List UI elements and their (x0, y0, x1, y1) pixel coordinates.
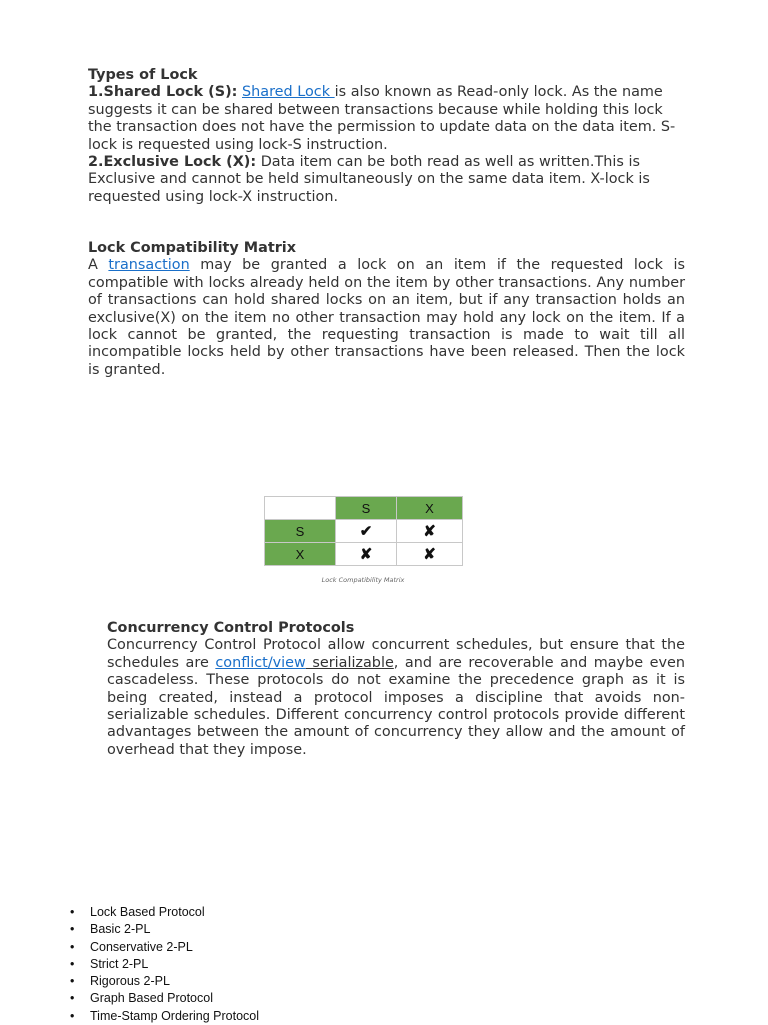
compat-text-before: A (88, 257, 109, 274)
matrix-row-header-x: X (265, 543, 336, 566)
protocol-list (70, 904, 259, 1025)
serializable-underlined-text: serializable (305, 654, 394, 671)
matrix-cell-s-x: ✘ (397, 520, 463, 543)
matrix-col-header-x: X (397, 497, 463, 520)
exclusive-lock-paragraph (88, 154, 688, 206)
matrix-col-header-s: S (336, 497, 397, 520)
matrix-row-header-s: S (265, 520, 336, 543)
list-item: • Graph Based Protocol (70, 990, 259, 1007)
matrix-caption: Lock Compatibility Matrix (321, 576, 405, 584)
lock-compatibility-heading: Lock Compatibility Matrix (88, 240, 297, 256)
exclusive-lock-text: Data item can be both read as well as written.This is Exclusive and cannot be held simultaneously on the same data item. X-lock is requested using lock-X instruction. (88, 154, 650, 205)
types-of-lock-section (88, 67, 688, 206)
concurrency-control-paragraph (107, 637, 685, 759)
shared-lock-paragraph (88, 84, 688, 154)
list-item: • Basic 2-PL (70, 921, 259, 938)
list-item: • Time-Stamp Ordering Protocol (70, 1008, 259, 1025)
list-item: • Strict 2-PL (70, 956, 259, 973)
matrix-cell-s-s: ✔ (336, 520, 397, 543)
exclusive-lock-label: 2.Exclusive Lock (X): (88, 154, 257, 171)
matrix-cell-x-x: ✘ (397, 543, 463, 566)
conflict-view-link[interactable]: conflict/view (215, 654, 306, 671)
types-of-lock-heading: Types of Lock (88, 67, 198, 83)
lock-compatibility-matrix (264, 496, 463, 566)
list-item: • Conservative 2-PL (70, 939, 259, 956)
compat-text-after: may be granted a lock on an item if the requested lock is compatible with locks already held on the item by other transactions. Any number of transactions can hold shared locks on an item, but if any transaction holds an exclusive(X) on the item no other transaction may hold any lock on the item. If a lock cannot be granted, the requesting transaction is made to wait till all incompatible locks held by other transactions have been released. Then the lock is granted. (88, 257, 686, 378)
shared-lock-link[interactable]: Shared Lock (242, 84, 335, 101)
lock-compatibility-paragraph (88, 257, 685, 379)
matrix-row-x (265, 543, 463, 566)
shared-lock-label: 1.Shared Lock (S): (88, 84, 238, 101)
matrix-corner-cell (265, 497, 336, 520)
list-item: • Rigorous 2-PL (70, 973, 259, 990)
matrix-row-s (265, 520, 463, 543)
list-item: • Lock Based Protocol (70, 904, 259, 921)
concurrency-control-heading: Concurrency Control Protocols (107, 620, 355, 636)
lock-compatibility-section (88, 240, 685, 379)
matrix-cell-x-s: ✘ (336, 543, 397, 566)
ccp-text-after: , and are recoverable and maybe even cascadeless. These protocols do not examine the precedence graph as it is being created, instead a protocol imposes a discipline that avoids non-serializable schedules. Different concurrency control protocols provide different advantages between the amount of concurrency they allow and the amount of overhead that they impose. (107, 654, 685, 758)
shared-lock-text: is also known as Read-only lock. As the name suggests it can be shared between transactions because while holding this lock the transaction does not have the permission to update data on the data item. S-lock is requested using lock-S instruction. (88, 84, 676, 153)
concurrency-control-section (107, 620, 685, 759)
transaction-link[interactable]: transaction (108, 257, 190, 274)
ccp-text-before: Concurrency Control Protocol allow concurrent schedules, but ensure that the schedules are (107, 637, 685, 671)
matrix-header-row (265, 497, 463, 520)
